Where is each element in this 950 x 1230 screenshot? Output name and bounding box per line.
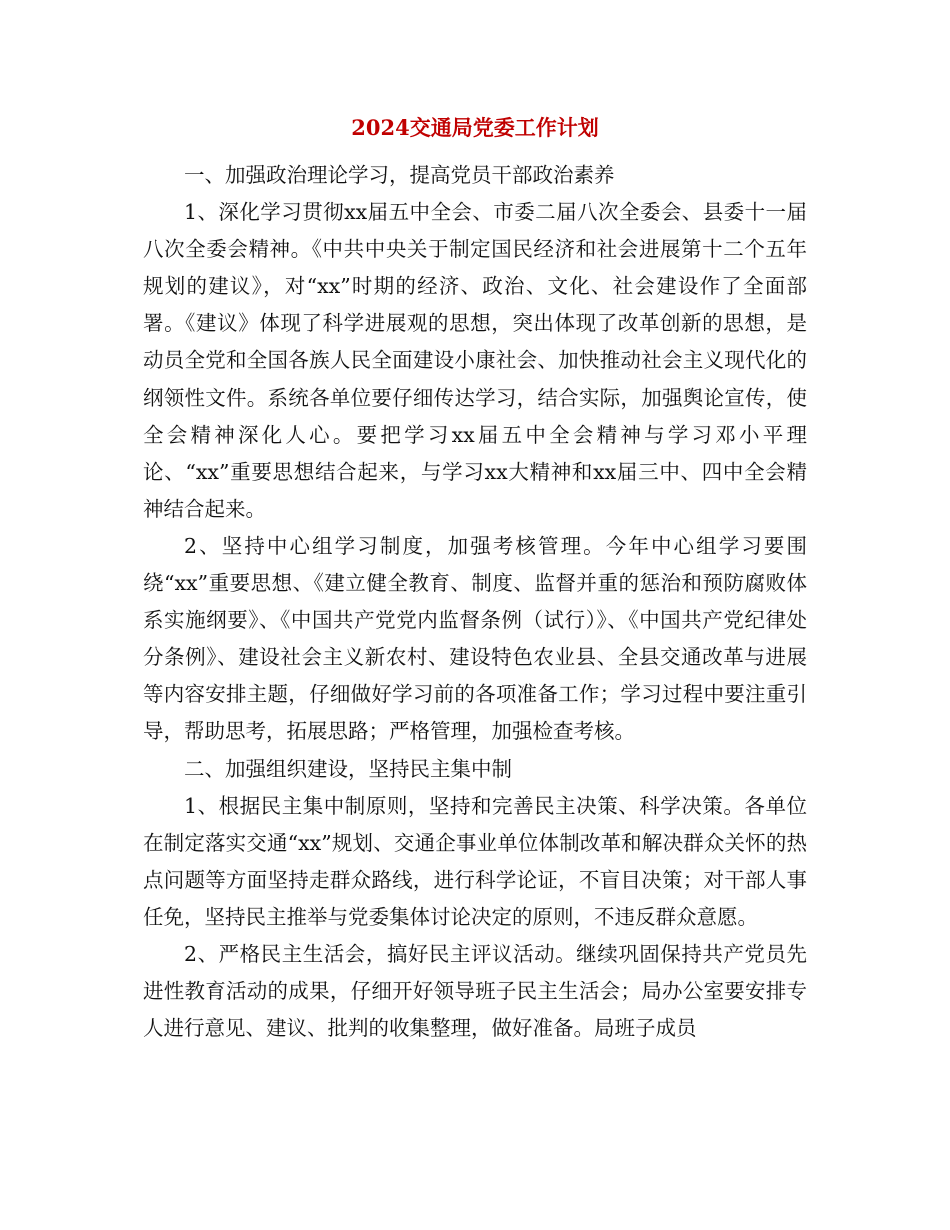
section-heading-2: 二、加强组织建设，坚持民主集中制 [184,756,512,781]
paragraph-2-1: 1、根据民主集中制原则，坚持和完善民主决策、科学决策。各单位在制定落实交通“xx”规划、交通企事业单位体制改革和解决群众关怀的热点问题等方面坚持走群众路线，进行科学论证，不盲目决策；对干部人事任免，坚持民主推举与党委集体讨论决定的原则，不违反群众意愿。 [143,793,807,929]
paragraph-1-1: 1、深化学习贯彻xx届五中全会、市委二届八次全委会、县委十一届八次全委会精神。《中共中央关于制定国民经济和社会进展第十二个五年规划的建议》，对“xx”时期的经济、政治、文化、社会建设作了全面部署。《建议》体现了科学进展观的思想，突出体现了改革创新的思想，是动员全党和全国各族人民全面建设小康社会、加快推动社会主义现代化的纲领性文件。系统各单位要仔细传达学习，结合实际，加强舆论宣传，使全会精神深化人心。要把学习xx届五中全会精神与学习邓小平理论、“xx”重要思想结合起来，与学习xx大精神和xx届三中、四中全会精神结合起来。 [143,200,807,521]
paragraph-2-2: 2、严格民主生活会，搞好民主评议活动。继续巩固保持共产党员先进性教育活动的成果，仔细开好领导班子民主生活会；局办公室要安排专人进行意见、建议、批判的收集整理，做好准备。局班子成员 [143,941,807,1041]
section-heading-1: 一、加强政治理论学习，提高党员干部政治素养 [184,163,615,187]
document-body [143,157,807,1047]
paragraph-1-2: 2、坚持中心组学习制度，加强考核管理。今年中心组学习要围绕“xx”重要思想、《建立健全教育、制度、监督并重的惩治和预防腐败体系实施纲要》、《中国共产党党内监督条例（试行）》、《中国共产党纪律处分条例》、建设社会主义新农村、建设特色农业县、全县交通改革与进展等内容安排主题，仔细做好学习前的各项准备工作；学习过程中要注重引导，帮助思考，拓展思路；严格管理，加强检查考核。 [143,533,807,744]
document-title: 2024交通局党委工作计划 [351,115,599,140]
